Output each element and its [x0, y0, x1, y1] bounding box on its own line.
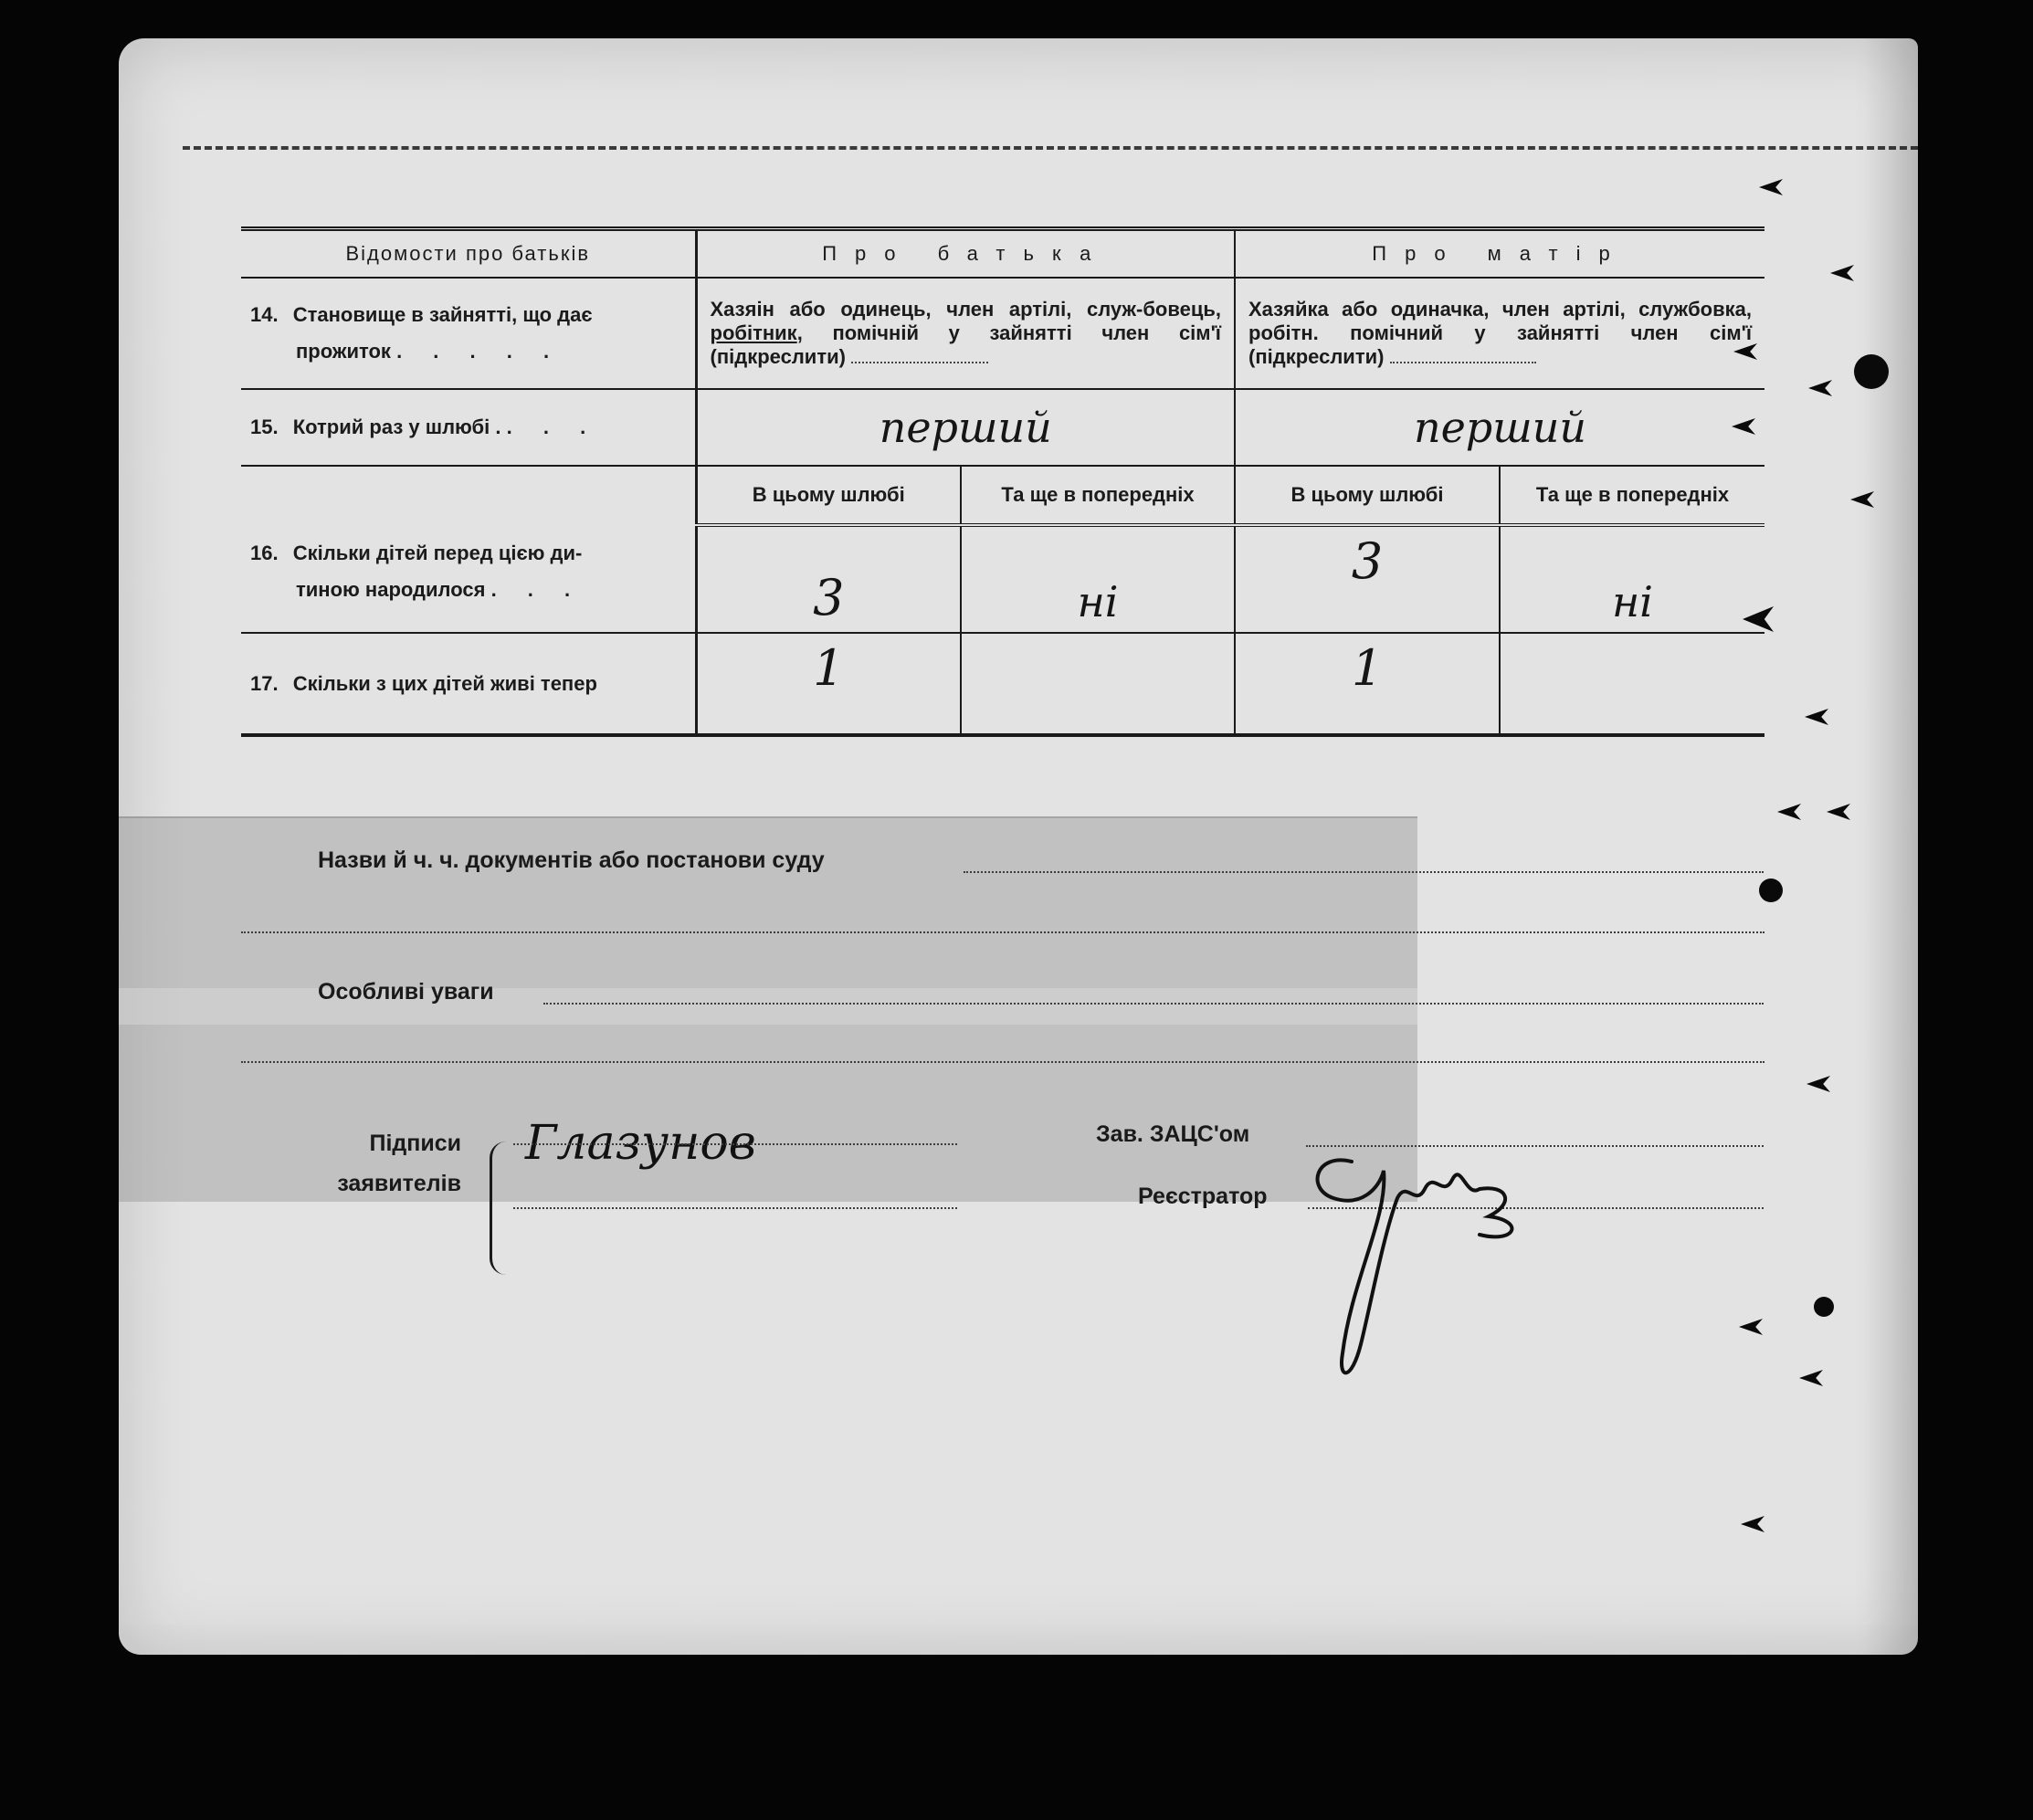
parents-info-table: [241, 226, 1764, 737]
row15-number: 15.: [250, 416, 279, 438]
documents-line: [964, 871, 1764, 873]
table-row: [241, 389, 1764, 466]
row15-label-text: Котрий раз у шлюбі .: [292, 416, 501, 438]
document-sheet: [119, 38, 1918, 1655]
row16-label-line2: тиною народилося: [296, 578, 486, 601]
table-header-row: [241, 229, 1764, 279]
children-subheader-row: [241, 466, 1764, 525]
header-parents-info: Відомости про батьків: [241, 229, 696, 279]
table-row: [241, 278, 1764, 389]
row17-label-text: Скільки з цих дітей живі тепер: [292, 671, 597, 695]
father-occupation-underlined: робітник: [710, 321, 797, 344]
row17-father-this: 1: [696, 633, 961, 735]
punch-hole-decor: [1759, 878, 1783, 902]
row14-label-line2: прожиток: [296, 340, 391, 363]
punch-hole-decor: [1854, 354, 1889, 389]
documents-label: Назви й ч. ч. документів або постанови суду: [318, 847, 825, 873]
special-notes-label: Особливі уваги: [318, 979, 494, 1005]
mother-occupation-text: Хазяйка або одиначка, член артілі, службовка, робітн. помічний у зайнятті член сім'ї (підкреслити): [1248, 298, 1753, 368]
row16-father-prev: ні: [961, 525, 1235, 633]
row14-father-occupation: [696, 278, 1235, 389]
row15-mother-value: перший: [1235, 389, 1764, 466]
row15-label: 15. Котрий раз у шлюбі . . . .: [241, 389, 696, 466]
tape-highlight: [119, 988, 1417, 1025]
table-row: [241, 633, 1764, 735]
row16-number: 16.: [250, 542, 279, 564]
applicant-signature: Глазунов: [525, 1116, 756, 1171]
row17-label: [241, 633, 696, 735]
subheader-mother-this-marriage: В цьому шлюбі: [1235, 466, 1500, 525]
row14-label: 14. Становище в зайнятті, що дає прожиток . . . . .: [241, 278, 696, 389]
special-notes-line: [543, 1003, 1764, 1005]
row17-father-prev: [961, 633, 1235, 735]
signature-brace: [490, 1141, 511, 1275]
applicants-signatures-label-1: Підписи: [369, 1131, 461, 1156]
registrar-signature: [1297, 1134, 1534, 1390]
subheader-father-previous: Та ще в попередніх: [961, 466, 1235, 525]
applicant-signature-line-1: [513, 1143, 957, 1145]
row16-mother-prev: ні: [1500, 525, 1764, 633]
row16-label-line1: Скільки дітей перед цією ди-: [292, 542, 583, 564]
row16-mother-this: 3: [1235, 525, 1500, 633]
applicants-signatures-label-2: заявителів: [337, 1171, 461, 1196]
perforation-line: [183, 146, 1918, 150]
row14-mother-occupation: [1235, 278, 1764, 389]
father-occupation-text-b: , помічній у зайнятті член сім'ї (підкреслити): [710, 321, 1221, 368]
subheader-mother-previous: Та ще в попередніх: [1500, 466, 1764, 525]
punch-hole-decor: [1814, 1297, 1834, 1317]
zags-head-label: Зав. ЗАЦС'ом: [1096, 1121, 1250, 1147]
row15-father-value: перший: [696, 389, 1235, 466]
row17-number: 17.: [250, 671, 279, 695]
header-mother: Про матір: [1235, 229, 1764, 279]
header-father: Про батька: [696, 229, 1235, 279]
special-notes-line-2: [241, 1061, 1764, 1063]
row14-label-line1: Становище в зайнятті, що дає: [292, 303, 593, 326]
applicant-signature-line-2: [513, 1207, 957, 1209]
father-occupation-text-a: Хазяін або одинець, член артілі, служ-бовець,: [710, 298, 1221, 321]
row16-label: 16. Скільки дітей перед цією ди- тиною народилося . . .: [241, 466, 696, 633]
row17-mother-prev: [1500, 633, 1764, 735]
row14-number: 14.: [250, 303, 279, 326]
subheader-father-this-marriage: В цьому шлюбі: [696, 466, 961, 525]
row17-mother-this: 1: [1235, 633, 1500, 735]
registrar-label: Реєстратор: [1138, 1184, 1268, 1209]
row16-father-this: 3: [696, 525, 961, 633]
documents-line-2: [241, 931, 1764, 933]
